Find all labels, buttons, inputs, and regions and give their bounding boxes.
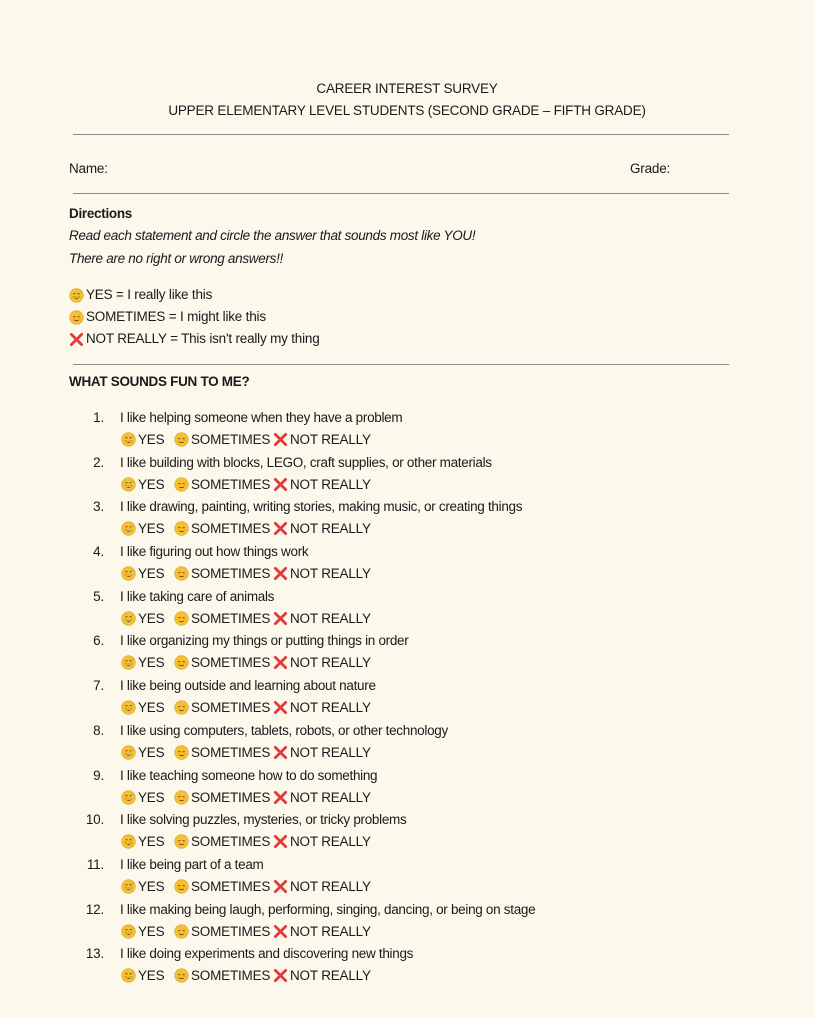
answer-options [121, 924, 371, 939]
answer-sometimes-label: SOMETIMES [191, 878, 271, 894]
grinning-sweat-face-icon [121, 968, 136, 983]
question-text: I like doing experiments and discovering new things [120, 946, 414, 962]
answer-not-really-label: NOT REALLY [290, 923, 371, 939]
answer-sometimes[interactable] [174, 924, 273, 939]
section-title: WHAT SOUNDS FUN TO ME? [69, 374, 250, 389]
answer-sometimes-label: SOMETIMES [191, 476, 271, 492]
answer-not-really[interactable] [273, 745, 371, 760]
question-number: 11. [86, 856, 104, 872]
directions-line: There are no right or wrong answers!! [69, 251, 284, 266]
answer-not-really-label: NOT REALLY [290, 432, 371, 447]
answer-options [121, 700, 371, 715]
survey-subtitle: UPPER ELEMENTARY LEVEL STUDENTS (SECOND GRADE – FIFTH GRADE) [168, 103, 646, 118]
answer-yes-label: YES [138, 476, 165, 492]
answer-not-really[interactable] [273, 432, 371, 447]
answer-sometimes[interactable] [174, 477, 273, 492]
question-number: 13. [85, 946, 104, 962]
divider [73, 364, 729, 365]
red-x-icon [69, 332, 84, 347]
grade-label: Grade: [630, 161, 671, 176]
answer-sometimes-label: SOMETIMES [191, 744, 271, 760]
answer-options [121, 745, 371, 760]
answer-sometimes[interactable] [174, 834, 273, 849]
answer-sometimes[interactable] [174, 745, 273, 760]
legend-sometimes-text: SOMETIMES = I might like this [86, 309, 266, 324]
grinning-sweat-face-icon [121, 432, 136, 447]
relieved-face-icon [174, 879, 189, 894]
answer-not-really-label: NOT REALLY [290, 789, 371, 805]
answer-yes-label: YES [138, 566, 165, 582]
red-x-icon [273, 655, 288, 670]
question-text: I like teaching someone how to do something [120, 767, 378, 783]
answer-options [121, 790, 371, 805]
answer-yes-label: YES [138, 432, 165, 447]
relieved-face-icon [174, 477, 189, 492]
relieved-face-icon [174, 745, 189, 760]
directions-heading: Directions [69, 206, 133, 221]
red-x-icon [273, 924, 288, 939]
question-item [0, 542, 814, 587]
answer-sometimes[interactable] [174, 700, 273, 715]
question-number: 4. [93, 544, 104, 560]
answer-yes-label: YES [138, 878, 165, 894]
question-item [0, 631, 814, 676]
question-item [0, 587, 814, 632]
answer-yes-label: YES [138, 610, 165, 626]
answer-sometimes-label: SOMETIMES [191, 566, 271, 582]
relieved-face-icon [69, 310, 84, 325]
question-text: I like making being laugh, performing, singing, dancing, or being on stage [120, 901, 536, 917]
answer-not-really-label: NOT REALLY [290, 566, 371, 582]
answer-sometimes-label: SOMETIMES [191, 923, 271, 939]
grinning-sweat-face-icon [121, 611, 136, 626]
answer-yes[interactable] [121, 655, 174, 670]
question-item [0, 676, 814, 721]
answer-yes[interactable] [121, 745, 174, 760]
legend-yes [69, 284, 320, 306]
question-list [0, 408, 814, 989]
question-text: I like being outside and learning about nature [120, 678, 376, 694]
answer-not-really-label: NOT REALLY [290, 968, 371, 984]
red-x-icon [273, 611, 288, 626]
relieved-face-icon [174, 834, 189, 849]
grinning-sweat-face-icon [121, 521, 136, 536]
answer-not-really-label: NOT REALLY [290, 521, 371, 537]
question-item [0, 453, 814, 498]
question-item [0, 944, 814, 989]
answer-not-really[interactable] [273, 611, 371, 626]
grinning-sweat-face-icon [69, 288, 84, 303]
answer-options [121, 655, 371, 670]
answer-not-really[interactable] [273, 790, 371, 805]
answer-not-really[interactable] [273, 924, 371, 939]
answer-yes[interactable] [121, 834, 174, 849]
question-number: 6. [93, 633, 104, 649]
grinning-sweat-face-icon [121, 790, 136, 805]
red-x-icon [273, 477, 288, 492]
legend-not-really [69, 328, 320, 350]
answer-not-really[interactable] [273, 879, 371, 894]
answer-not-really[interactable] [273, 700, 371, 715]
answer-yes-label: YES [138, 744, 165, 760]
answer-not-really-label: NOT REALLY [290, 744, 371, 760]
grinning-sweat-face-icon [121, 655, 136, 670]
answer-yes-label: YES [138, 789, 165, 805]
survey-header [0, 78, 814, 122]
red-x-icon [273, 834, 288, 849]
legend-yes-text: YES = I really like this [86, 287, 213, 302]
question-number: 7. [93, 678, 104, 694]
question-item [0, 855, 814, 900]
question-text: I like solving puzzles, mysteries, or tricky problems [120, 812, 407, 828]
question-number: 9. [93, 767, 104, 783]
answer-sometimes[interactable] [174, 790, 273, 805]
answer-sometimes-label: SOMETIMES [191, 700, 271, 716]
answer-yes[interactable] [121, 700, 174, 715]
question-item [0, 721, 814, 766]
answer-sometimes-label: SOMETIMES [191, 968, 271, 984]
question-text: I like figuring out how things work [120, 544, 309, 560]
red-x-icon [273, 700, 288, 715]
answer-yes[interactable] [121, 432, 174, 447]
answer-options [121, 968, 371, 983]
answer-yes[interactable] [121, 879, 174, 894]
relieved-face-icon [174, 655, 189, 670]
answer-yes[interactable] [121, 924, 174, 939]
answer-not-really-label: NOT REALLY [290, 878, 371, 894]
answer-not-really-label: NOT REALLY [290, 476, 371, 492]
red-x-icon [273, 432, 288, 447]
answer-not-really-label: NOT REALLY [290, 700, 371, 716]
answer-not-really[interactable] [273, 655, 371, 670]
question-number: 12. [85, 901, 104, 917]
relieved-face-icon [174, 432, 189, 447]
answer-options [121, 834, 371, 849]
question-item [0, 766, 814, 811]
answer-sometimes[interactable] [174, 432, 273, 447]
answer-yes[interactable] [121, 968, 174, 983]
divider [73, 134, 729, 135]
red-x-icon [273, 521, 288, 536]
question-number: 2. [93, 454, 104, 470]
question-text: I like helping someone when they have a problem [120, 410, 403, 425]
answer-yes-label: YES [138, 968, 165, 984]
question-text: I like using computers, tablets, robots, or other technology [120, 722, 448, 738]
answer-yes[interactable] [121, 521, 174, 536]
answer-sometimes-label: SOMETIMES [191, 521, 271, 537]
answer-yes-label: YES [138, 923, 165, 939]
question-number: 5. [93, 588, 104, 604]
answer-options [121, 611, 371, 626]
answer-yes[interactable] [121, 790, 174, 805]
question-text: I like drawing, painting, writing stories, making music, or creating things [120, 499, 523, 515]
answer-legend [69, 284, 320, 350]
question-number: 10. [85, 812, 104, 828]
answer-yes-label: YES [138, 521, 165, 537]
red-x-icon [273, 968, 288, 983]
question-text: I like organizing my things or putting things in order [120, 633, 409, 649]
answer-sometimes-label: SOMETIMES [191, 610, 271, 626]
answer-yes-label: YES [138, 834, 165, 850]
question-item [0, 810, 814, 855]
answer-options [121, 477, 371, 492]
red-x-icon [273, 745, 288, 760]
answer-sometimes[interactable] [174, 566, 273, 581]
red-x-icon [273, 566, 288, 581]
red-x-icon [273, 790, 288, 805]
answer-options [121, 879, 371, 894]
grinning-sweat-face-icon [121, 477, 136, 492]
directions-block [69, 204, 475, 270]
question-number: 3. [93, 499, 104, 515]
relieved-face-icon [174, 790, 189, 805]
question-text: I like building with blocks, LEGO, craft supplies, or other materials [120, 454, 492, 470]
grinning-sweat-face-icon [121, 924, 136, 939]
answer-not-really[interactable] [273, 968, 371, 983]
divider [73, 193, 729, 194]
relieved-face-icon [174, 700, 189, 715]
answer-sometimes[interactable] [174, 879, 273, 894]
answer-sometimes[interactable] [174, 655, 273, 670]
directions-line: Read each statement and circle the answer that sounds most like YOU! [69, 228, 476, 243]
legend-not-really-text: NOT REALLY = This isn't really my thing [86, 331, 320, 346]
relieved-face-icon [174, 611, 189, 626]
answer-yes[interactable] [121, 477, 174, 492]
answer-yes[interactable] [121, 566, 174, 581]
name-label: Name: [69, 161, 108, 176]
grinning-sweat-face-icon [121, 834, 136, 849]
answer-yes-label: YES [138, 655, 165, 671]
answer-not-really[interactable] [273, 477, 371, 492]
answer-sometimes-label: SOMETIMES [191, 834, 271, 850]
answer-not-really-label: NOT REALLY [290, 834, 371, 850]
question-number: 1. [93, 410, 104, 425]
answer-not-really[interactable] [273, 566, 371, 581]
relieved-face-icon [174, 924, 189, 939]
legend-sometimes [69, 306, 320, 328]
grinning-sweat-face-icon [121, 700, 136, 715]
grinning-sweat-face-icon [121, 879, 136, 894]
question-text: I like taking care of animals [120, 588, 275, 604]
relieved-face-icon [174, 521, 189, 536]
answer-sometimes-label: SOMETIMES [191, 789, 271, 805]
survey-title: CAREER INTEREST SURVEY [316, 81, 498, 96]
question-item [0, 497, 814, 542]
relieved-face-icon [174, 566, 189, 581]
question-item [0, 408, 814, 453]
answer-options [121, 521, 371, 536]
answer-sometimes-label: SOMETIMES [191, 655, 271, 671]
answer-yes[interactable] [121, 611, 174, 626]
answer-options [121, 566, 371, 581]
question-text: I like being part of a team [120, 856, 264, 872]
question-number: 8. [93, 722, 104, 738]
relieved-face-icon [174, 968, 189, 983]
answer-options [121, 432, 371, 447]
answer-not-really-label: NOT REALLY [290, 655, 371, 671]
answer-not-really[interactable] [273, 521, 371, 536]
answer-not-really[interactable] [273, 834, 371, 849]
grinning-sweat-face-icon [121, 566, 136, 581]
answer-yes-label: YES [138, 700, 165, 716]
answer-not-really-label: NOT REALLY [290, 610, 371, 626]
answer-sometimes[interactable] [174, 968, 273, 983]
answer-sometimes[interactable] [174, 521, 273, 536]
red-x-icon [273, 879, 288, 894]
answer-sometimes[interactable] [174, 611, 273, 626]
grinning-sweat-face-icon [121, 745, 136, 760]
answer-sometimes-label: SOMETIMES [191, 432, 271, 447]
question-item [0, 900, 814, 945]
